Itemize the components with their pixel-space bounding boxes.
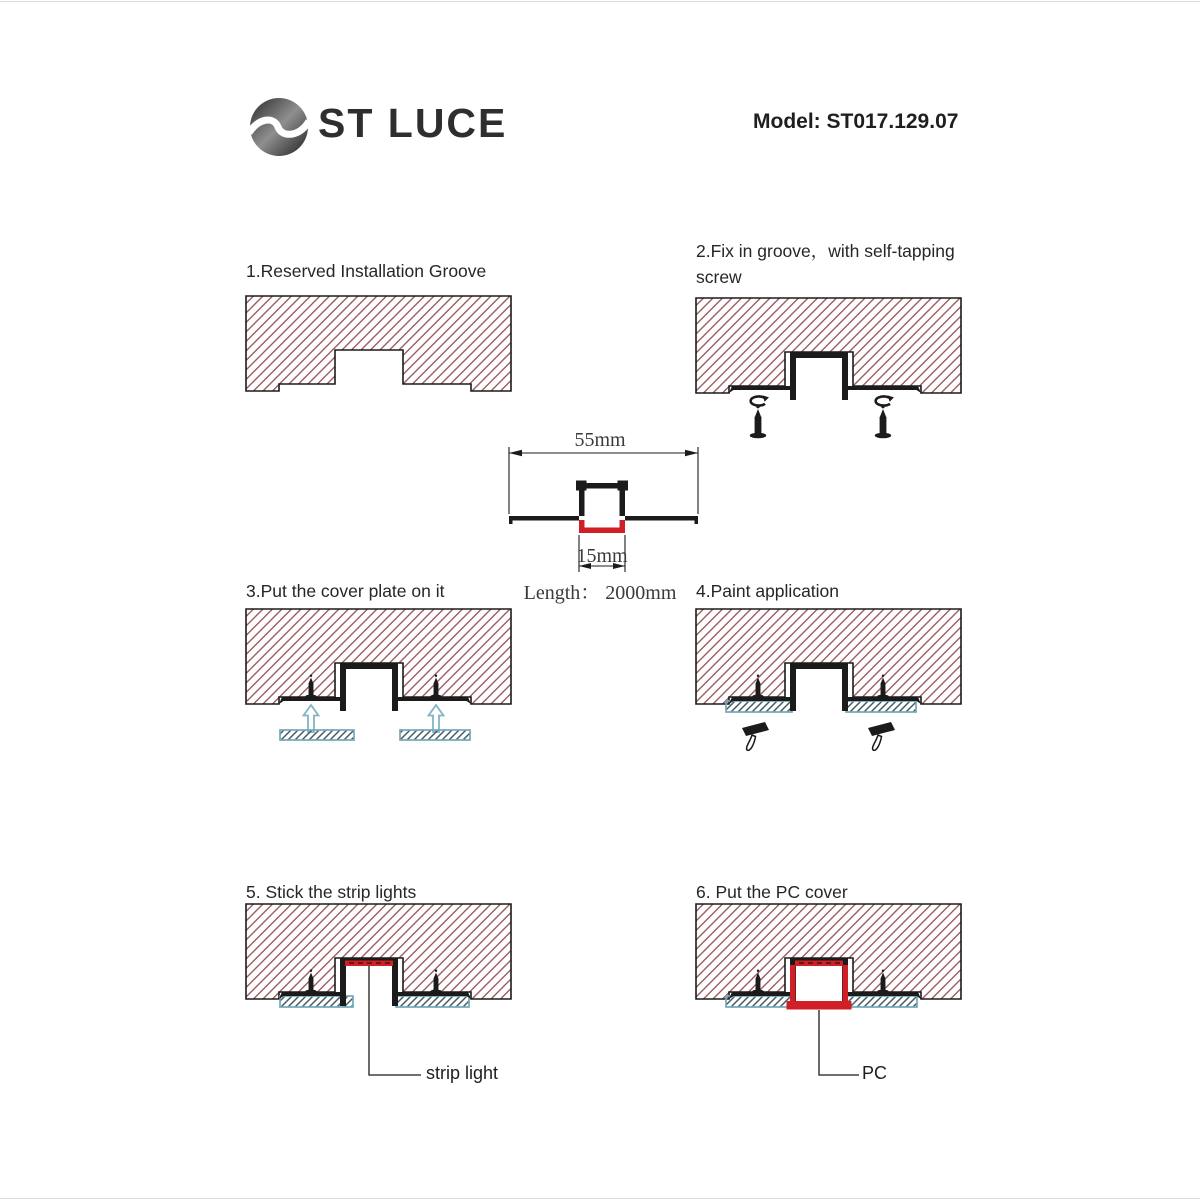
cover-plate — [846, 996, 917, 1007]
stluce-logo — [246, 96, 312, 160]
step6-diagram — [695, 903, 963, 1093]
strip-light — [795, 961, 843, 967]
page-edge-line — [0, 1, 1200, 2]
cover-plate — [400, 730, 470, 740]
ceiling-section — [246, 904, 511, 999]
step4-title: 4.Paint application — [696, 581, 840, 601]
paintbrush-icon — [868, 722, 895, 750]
ceiling-section — [696, 298, 961, 393]
step4-diagram — [695, 608, 963, 758]
rotation-arrow-icon — [751, 395, 769, 405]
step2-diagram — [695, 297, 963, 445]
dimension-width-label: 55mm — [574, 429, 626, 451]
pc-cover — [579, 520, 625, 533]
cover-plate — [726, 996, 792, 1007]
cover-plate — [280, 730, 354, 740]
dimension-inner-width-label: 15mm — [576, 545, 628, 567]
paintbrush-icon — [742, 722, 769, 750]
step3-title: 3.Put the cover plate on it — [246, 581, 445, 601]
pc-cover-label: PC — [862, 1063, 888, 1083]
step1-diagram — [245, 295, 513, 400]
cover-plate — [726, 701, 792, 712]
cover-plate — [396, 996, 469, 1007]
strip-light-label: strip light — [426, 1063, 499, 1083]
up-arrow-icon — [429, 705, 444, 732]
leader-line — [819, 1010, 859, 1075]
cover-plate — [846, 701, 916, 712]
screw-icon — [750, 405, 766, 438]
ceiling-section — [246, 296, 511, 391]
strip-light — [345, 961, 393, 967]
profile-cross-section — [509, 481, 698, 534]
screw-icon — [875, 405, 891, 438]
page-edge-line — [0, 1198, 1200, 1199]
step6-title: 6. Put the PC cover — [696, 882, 848, 902]
up-arrow-icon — [304, 705, 319, 732]
step1-title: 1.Reserved Installation Groove — [246, 261, 487, 281]
brand-name: ST LUCE — [318, 100, 508, 146]
dimension-length-label: Length： 2000mm — [523, 582, 677, 604]
step3-diagram — [245, 608, 513, 758]
ceiling-section — [696, 609, 961, 704]
ceiling-section — [246, 609, 511, 704]
rotation-arrow-icon — [876, 395, 894, 405]
ceiling-section — [696, 904, 961, 999]
step5-title: 5. Stick the strip lights — [246, 882, 417, 902]
width-dimension — [509, 447, 698, 514]
model-number: Model: ST017.129.07 — [753, 110, 959, 133]
pc-cover — [787, 965, 852, 1010]
step2-title: 2.Fix in groove，with self-tapping screw — [696, 241, 955, 287]
